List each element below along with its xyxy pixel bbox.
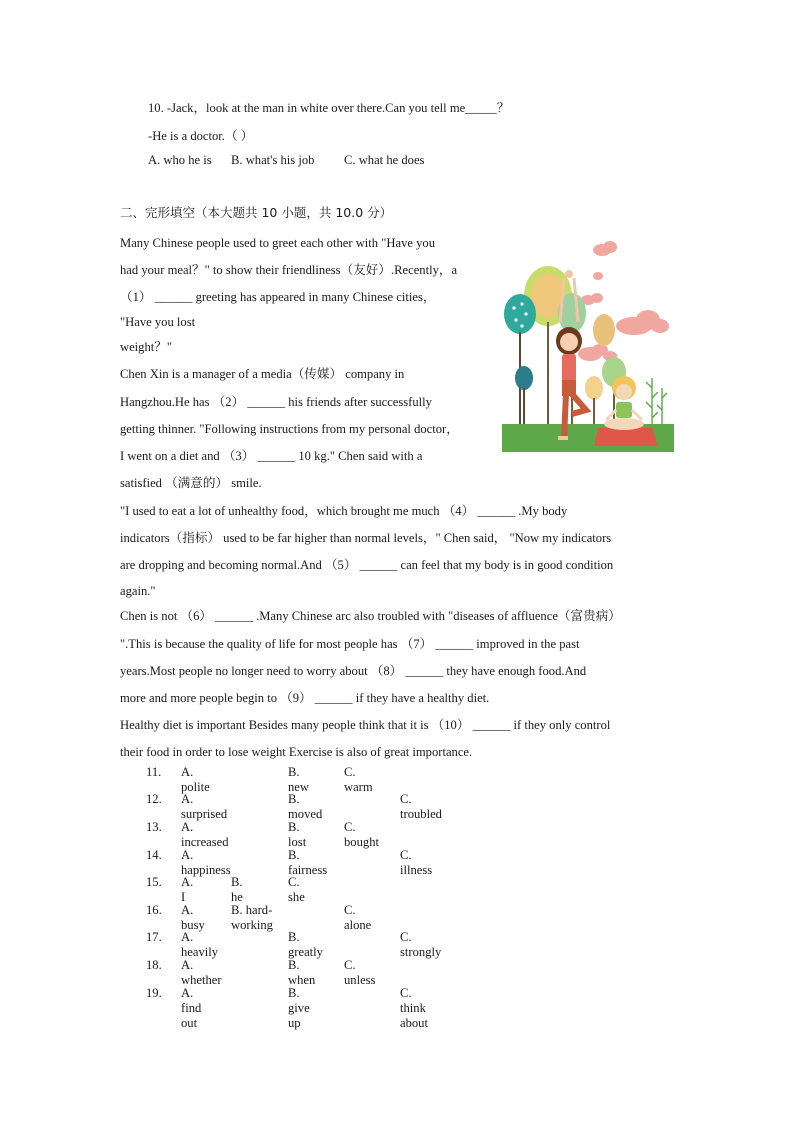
passage-line: Many Chinese people used to greet each other with "Have you — [120, 236, 435, 250]
option-b[interactable]: B. lost — [288, 820, 307, 849]
passage-line: "I used to eat a lot of unhealthy food，which brought me much （4） ______ .My body — [120, 504, 568, 518]
option-a[interactable]: A. heavily — [181, 930, 219, 959]
question-10-option-b[interactable]: B. what's his job — [231, 153, 315, 167]
option-b[interactable]: B. fairness — [288, 848, 328, 877]
option-b[interactable]: B. moved — [288, 792, 323, 821]
grass-plants — [646, 378, 667, 432]
option-b[interactable]: B. when — [288, 958, 316, 987]
question-10-option-c[interactable]: C. what he does — [344, 153, 425, 167]
section-title: 二、完形填空（本大题共 10 小题，共 10.0 分） — [120, 205, 393, 220]
question-number: 13. — [146, 820, 162, 834]
passage-line: had your meal？" to show their friendliness（友好）.Recently，a — [120, 263, 458, 277]
option-c[interactable]: C. alone — [344, 903, 372, 932]
option-c[interactable]: C. she — [288, 875, 305, 904]
passage-line: Healthy diet is important Besides many people think that it is （10） ______ if they only control — [120, 718, 611, 732]
option-b[interactable]: B. hard-working — [231, 903, 273, 932]
passage-line: Chen Xin is a manager of a media（传媒） company in — [120, 367, 405, 381]
option-c[interactable]: C. troubled — [400, 792, 442, 821]
question-10-option-a[interactable]: A. who he is — [148, 153, 212, 167]
question-10-prompt: 10. -Jack，look at the man in white over there.Can you tell me_____？ — [148, 101, 510, 115]
passage-line: "Have you lost — [120, 315, 196, 329]
question-number: 17. — [146, 930, 162, 944]
option-a[interactable]: A. surprised — [181, 792, 228, 821]
passage-line: （1） ______ greeting has appeared in many Chinese cities， — [120, 290, 436, 304]
option-c[interactable]: C. strongly — [400, 930, 442, 959]
option-a[interactable]: A. whether — [181, 958, 222, 987]
passage-line: Hangzhou.He has （2） ______ his friends after successfully — [120, 395, 432, 409]
option-b[interactable]: B. he — [231, 875, 243, 904]
cloud-shapes — [578, 241, 669, 361]
passage-line: Chen is not （6） ______ .Many Chinese arc also troubled with "diseases of affluence（富贵病） — [120, 609, 621, 623]
option-a[interactable]: A. busy — [181, 903, 205, 932]
question-number: 15. — [146, 875, 162, 889]
passage-line: again." — [120, 584, 156, 598]
option-b[interactable]: B. give up — [288, 986, 310, 1030]
question-number: 14. — [146, 848, 162, 862]
option-c[interactable]: C. unless — [344, 958, 376, 987]
passage-line: more and more people begin to （9） ______ if they have a healthy diet. — [120, 691, 490, 705]
option-b[interactable]: B. greatly — [288, 930, 323, 959]
passage-line: are dropping and becoming normal.And （5） ______ can feel that my body is in good condition — [120, 558, 614, 572]
option-a[interactable]: A. I — [181, 875, 194, 904]
teal-tree — [504, 294, 536, 432]
question-number: 16. — [146, 903, 162, 917]
passage-line: ".This is because the quality of life for most people has （7） ______ improved in the past — [120, 637, 580, 651]
passage-line: I went on a diet and （3） ______ 10 kg." Chen said with a — [120, 449, 423, 463]
passage-line: years.Most people no longer need to worry about （8） ______ they have enough food.And — [120, 664, 587, 678]
option-a[interactable]: A. polite — [181, 765, 210, 794]
question-number: 19. — [146, 986, 162, 1000]
option-c[interactable]: C. illness — [400, 848, 433, 877]
passage-line: satisfied （满意的） smile. — [120, 476, 262, 490]
option-c[interactable]: C. warm — [344, 765, 373, 794]
passage-line: getting thinner. "Following instructions from my personal doctor， — [120, 422, 459, 436]
option-a[interactable]: A. increased — [181, 820, 229, 849]
option-a[interactable]: A. find out — [181, 986, 202, 1030]
passage-line: weight？" — [120, 340, 173, 354]
question-10-answer-line: -He is a doctor.（ ） — [148, 129, 254, 143]
yoga-mat — [594, 428, 658, 446]
passage-line: indicators（指标） used to be far higher than normal levels，" Chen said， "Now my indicators — [120, 531, 612, 545]
question-number: 12. — [146, 792, 162, 806]
option-c[interactable]: C. bought — [344, 820, 379, 849]
option-b[interactable]: B. new — [288, 765, 309, 794]
option-c[interactable]: C. think about — [400, 986, 428, 1030]
option-a[interactable]: A. happiness — [181, 848, 231, 877]
question-number: 18. — [146, 958, 162, 972]
question-number: 11. — [146, 765, 162, 779]
passage-line: their food in order to lose weight Exercise is also of great importance. — [120, 745, 473, 759]
yoga-illustration — [502, 238, 674, 452]
